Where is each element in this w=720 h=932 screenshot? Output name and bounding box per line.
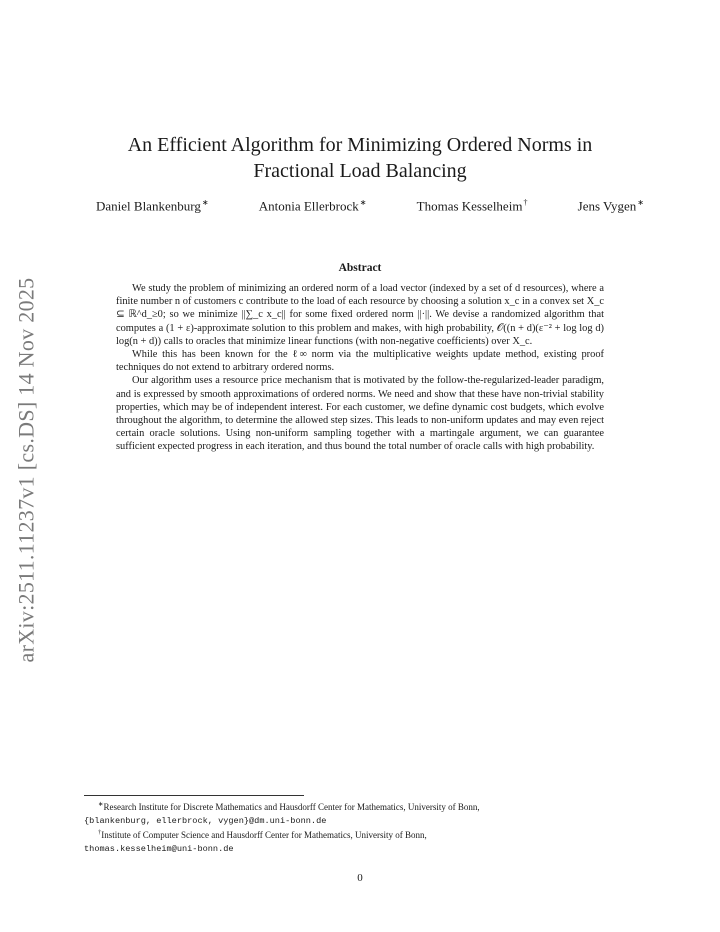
arxiv-id: arXiv:2511.11237v1 [cs.DS] 14 Nov 2025	[13, 277, 38, 663]
abstract-body	[116, 282, 604, 454]
paper-title: An Efficient Algorithm for Minimizing Ordered Norms in Fractional Load Balancing	[127, 134, 593, 182]
arxiv-stamp	[6, 260, 46, 680]
abstract-paragraph: We study the problem of minimizing an ordered norm of a load vector (indexed by a set of d resources), where a finite number n of customers c contribute to the load of each resource by choosing a solution x_c in a convex set X_c ⊆ ℝ^d_≥0; so we minimize ||∑_c x_c|| for some fixed ordered norm ||·||. We devise a randomized algorithm that computes a (1 + ε)-approximate solution to this problem and makes, with high probability, 𝒪((n + d)(ε⁻² + log log d) log(n + d)) calls to oracles that minimize linear functions (with non-negative coefficients) over X_c.	[116, 283, 604, 347]
author: Antonia Ellerbrock∗	[258, 198, 367, 214]
footnote-email: {blankenburg, ellerbrock, vygen}@dm.uni-bonn.de	[84, 815, 327, 826]
footnote-divider	[84, 795, 304, 796]
footnote: ∗Research Institute for Discrete Mathematics and Hausdorff Center for Mathematics, University of Bonn, {blankenburg, ellerbrock, vygen}@dm.uni-bonn.de	[84, 801, 480, 826]
author: Jens Vygen∗	[577, 198, 644, 214]
abstract-paragraph: Our algorithm uses a resource price mechanism that is motivated by the follow-the-regularized-leader paradigm, and is expressed by smooth approximations of ordered norms. We need and show that these have non-trivial stability properties, which may be of independent interest. For each customer, we define dynamic cost budgets, which evolve throughout the algorithm, to determine the allowed step sizes. This leads to non-uniform updates and may even reject certain oracle solutions. Using non-uniform sampling together with a martingale argument, we can guarantee sufficient expected progress in each iteration, and thus bound the total number of oracle calls with high probability.	[116, 375, 604, 453]
abstract-paragraph: While this has been known for the ℓ∞ norm via the multiplicative weights update method, existing proof techniques do not extend to arbitrary ordered norms.	[116, 349, 604, 374]
author: Daniel Blankenburg∗	[96, 198, 209, 214]
author-list	[96, 198, 644, 214]
footnote-email: thomas.kesselheim@uni-bonn.de	[84, 843, 234, 854]
page-number: 0	[357, 872, 363, 884]
abstract-heading: Abstract	[338, 262, 382, 274]
footnotes	[84, 799, 636, 855]
footnote: †Institute of Computer Science and Hausdorff Center for Mathematics, University of Bonn, thomas.kesselheim@uni-bonn.de	[84, 829, 427, 854]
author: Thomas Kesselheim†	[416, 198, 528, 214]
